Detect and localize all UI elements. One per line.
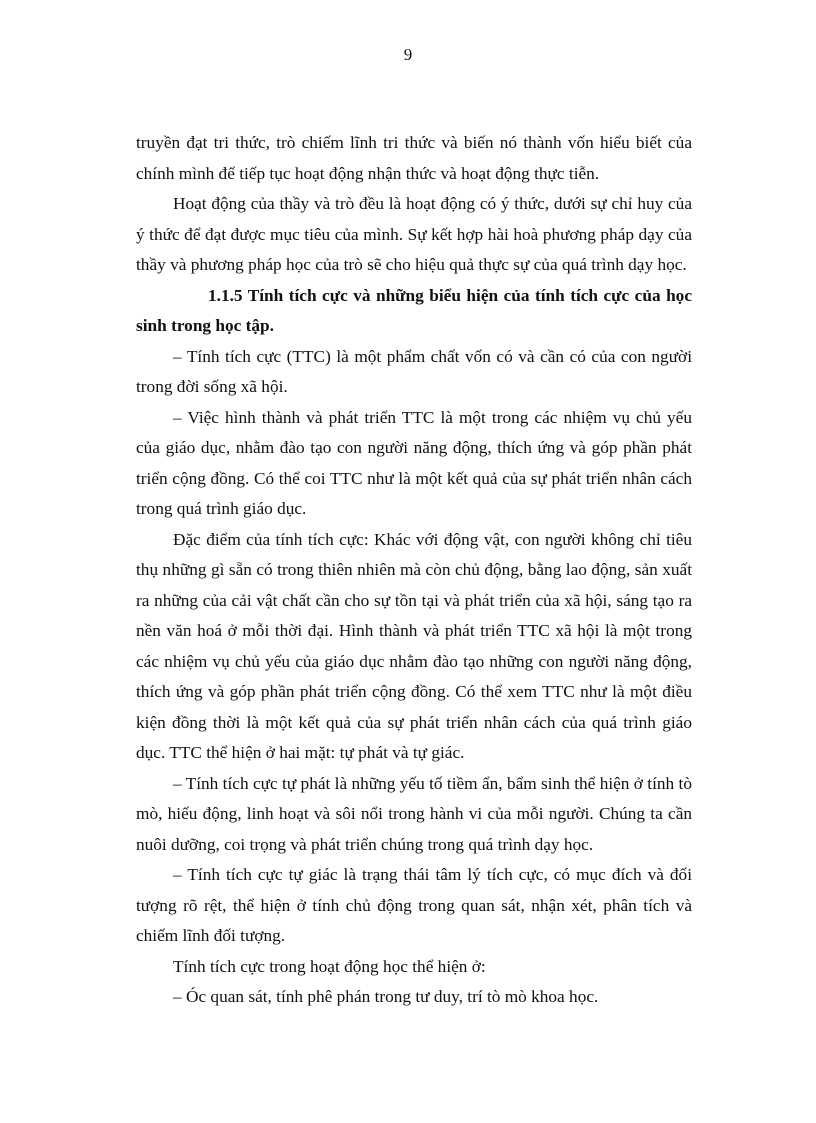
paragraph-learning-activity: Tính tích cực trong hoạt động học thể hiện ở: [173,956,486,976]
page-number: 9 [403,45,413,64]
bullet-ttc-development: – Việc hình thành và phát triển TTC là một trong các nhiệm vụ chủ yếu của giáo dục, nhằm đào tạo con người năng động, thích ứng và góp phần phát triển cộng đồng. Có thể coi TTC như là một kết quả của sự phát triển nhân cách trong quá trình giáo dục. [136,407,692,518]
paragraph-ttc-characteristics: Đặc điểm của tính tích cực: Khác với động vật, con người không chỉ tiêu thụ những gì sẵn có trong thiên nhiên mà còn chủ động, bằng lao động, sản xuất ra những của cải vật chất cần cho sự tồn tại và phát triển của xã hội, sáng tạo ra nền văn hoá ở mỗi thời đại. Hình thành và phát triển TTC xã hội là một trong các nhiệm vụ chủ yếu của giáo dục nhằm đào tạo những con người năng động, thích ứng và góp phần phát triển cộng đồng. Có thể xem TTC như là một điều kiện đồng thời là một kết quả của sự phát triển nhân cách của quá trình giáo dục. TTC thể hiện ở hai mặt: tự phát và tự giác. [136,529,692,762]
paragraph-continuation: truyền đạt tri thức, trò chiếm lĩnh tri thức và biến nó thành vốn hiểu biết của chính mình để tiếp tục hoạt động nhận thức và hoạt động thực tiễn. [136,133,692,183]
bullet-observation: – Óc quan sát, tính phê phán trong tư duy, trí tò mò khoa học. [173,987,599,1006]
body-text [136,128,692,1013]
bullet-spontaneous-activity: – Tính tích cực tự phát là những yếu tố tiềm ẩn, bẩm sinh thể hiện ở tính tò mò, hiếu động, linh hoạt và sôi nổi trong hành vi của mỗi người. Chúng ta cần nuôi dưỡng, coi trọng và phát triển chúng trong quá trình dạy học. [136,773,692,854]
section-heading: 1.1.5 Tính tích cực và những biểu hiện của tính tích cực của học sinh trong học tập. [136,285,692,335]
paragraph-teacher-student-activity: Hoạt động của thầy và trò đều là hoạt động có ý thức, dưới sự chỉ huy của ý thức để đạt được mục tiêu của mình. Sự kết hợp hài hoà phương pháp dạy của thầy và phương pháp học của trò sẽ cho hiệu quả thực sự của quá trình dạy học. [136,194,692,274]
bullet-conscious-activity: – Tính tích cực tự giác là trạng thái tâm lý tích cực, có mục đích và đối tượng rõ rệt, thể hiện ở tính chủ động trong quan sát, nhận xét, phân tích và chiếm lĩnh đối tượng. [136,865,692,945]
bullet-ttc-definition: – Tính tích cực (TTC) là một phẩm chất vốn có và cần có của con người trong đời sống xã hội. [136,346,692,396]
